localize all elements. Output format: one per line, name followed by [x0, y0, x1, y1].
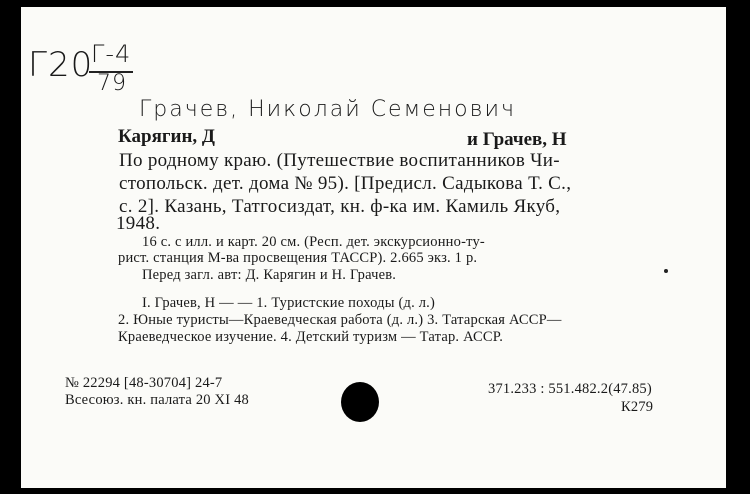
title-line: стопольск. дет. дома № 95). [Предисл. Садыкова Т. С.,: [119, 173, 572, 194]
collation-line: рист. станция М-ва просвещения ТАССР). 2.665 экз. 1 р.: [118, 250, 478, 266]
index-line: 2. Юные туристы—Краеведческая работа (д. л.) 3. Татарская АССР—: [118, 312, 562, 328]
chamber-date: Всесоюз. кн. палата 20 XI 48: [65, 392, 249, 408]
handwritten-author: Грачев, Николай Семенович: [139, 97, 516, 122]
author-primary: Карягин, Д: [118, 126, 215, 147]
registration-number: № 22294 [48-30704] 24-7: [65, 375, 223, 391]
shelf-mark-numerator: Г-4: [91, 40, 132, 68]
ink-dot: [664, 269, 668, 273]
author-mark: К279: [621, 399, 654, 415]
title-line: 1948.: [116, 213, 161, 234]
classification-code: 371.233 : 551.482.2(47.85): [488, 381, 652, 397]
card-hole: [341, 382, 379, 422]
shelf-mark-main: Г20: [28, 45, 94, 85]
shelf-mark-denominator: 79: [97, 71, 127, 96]
collation-line: 16 с. с илл. и карт. 20 см. (Респ. дет. экскурсионно-ту-: [142, 234, 485, 250]
title-line: с. 2]. Казань, Татгосиздат, кн. ф-ка им. Камиль Якуб,: [119, 196, 561, 217]
index-line: I. Грачев, Н — — 1. Туристские походы (д. л.): [142, 295, 436, 311]
index-line: Краеведческое изучение. 4. Детский туризм — Татар. АССР.: [118, 329, 504, 345]
author-secondary: и Грачев, Н: [467, 129, 567, 150]
collation-line: Перед загл. авт: Д. Карягин и Н. Грачев.: [142, 267, 397, 283]
title-line: По родному краю. (Путешествие воспитанников Чи-: [119, 150, 560, 171]
catalog-card: [21, 7, 726, 488]
